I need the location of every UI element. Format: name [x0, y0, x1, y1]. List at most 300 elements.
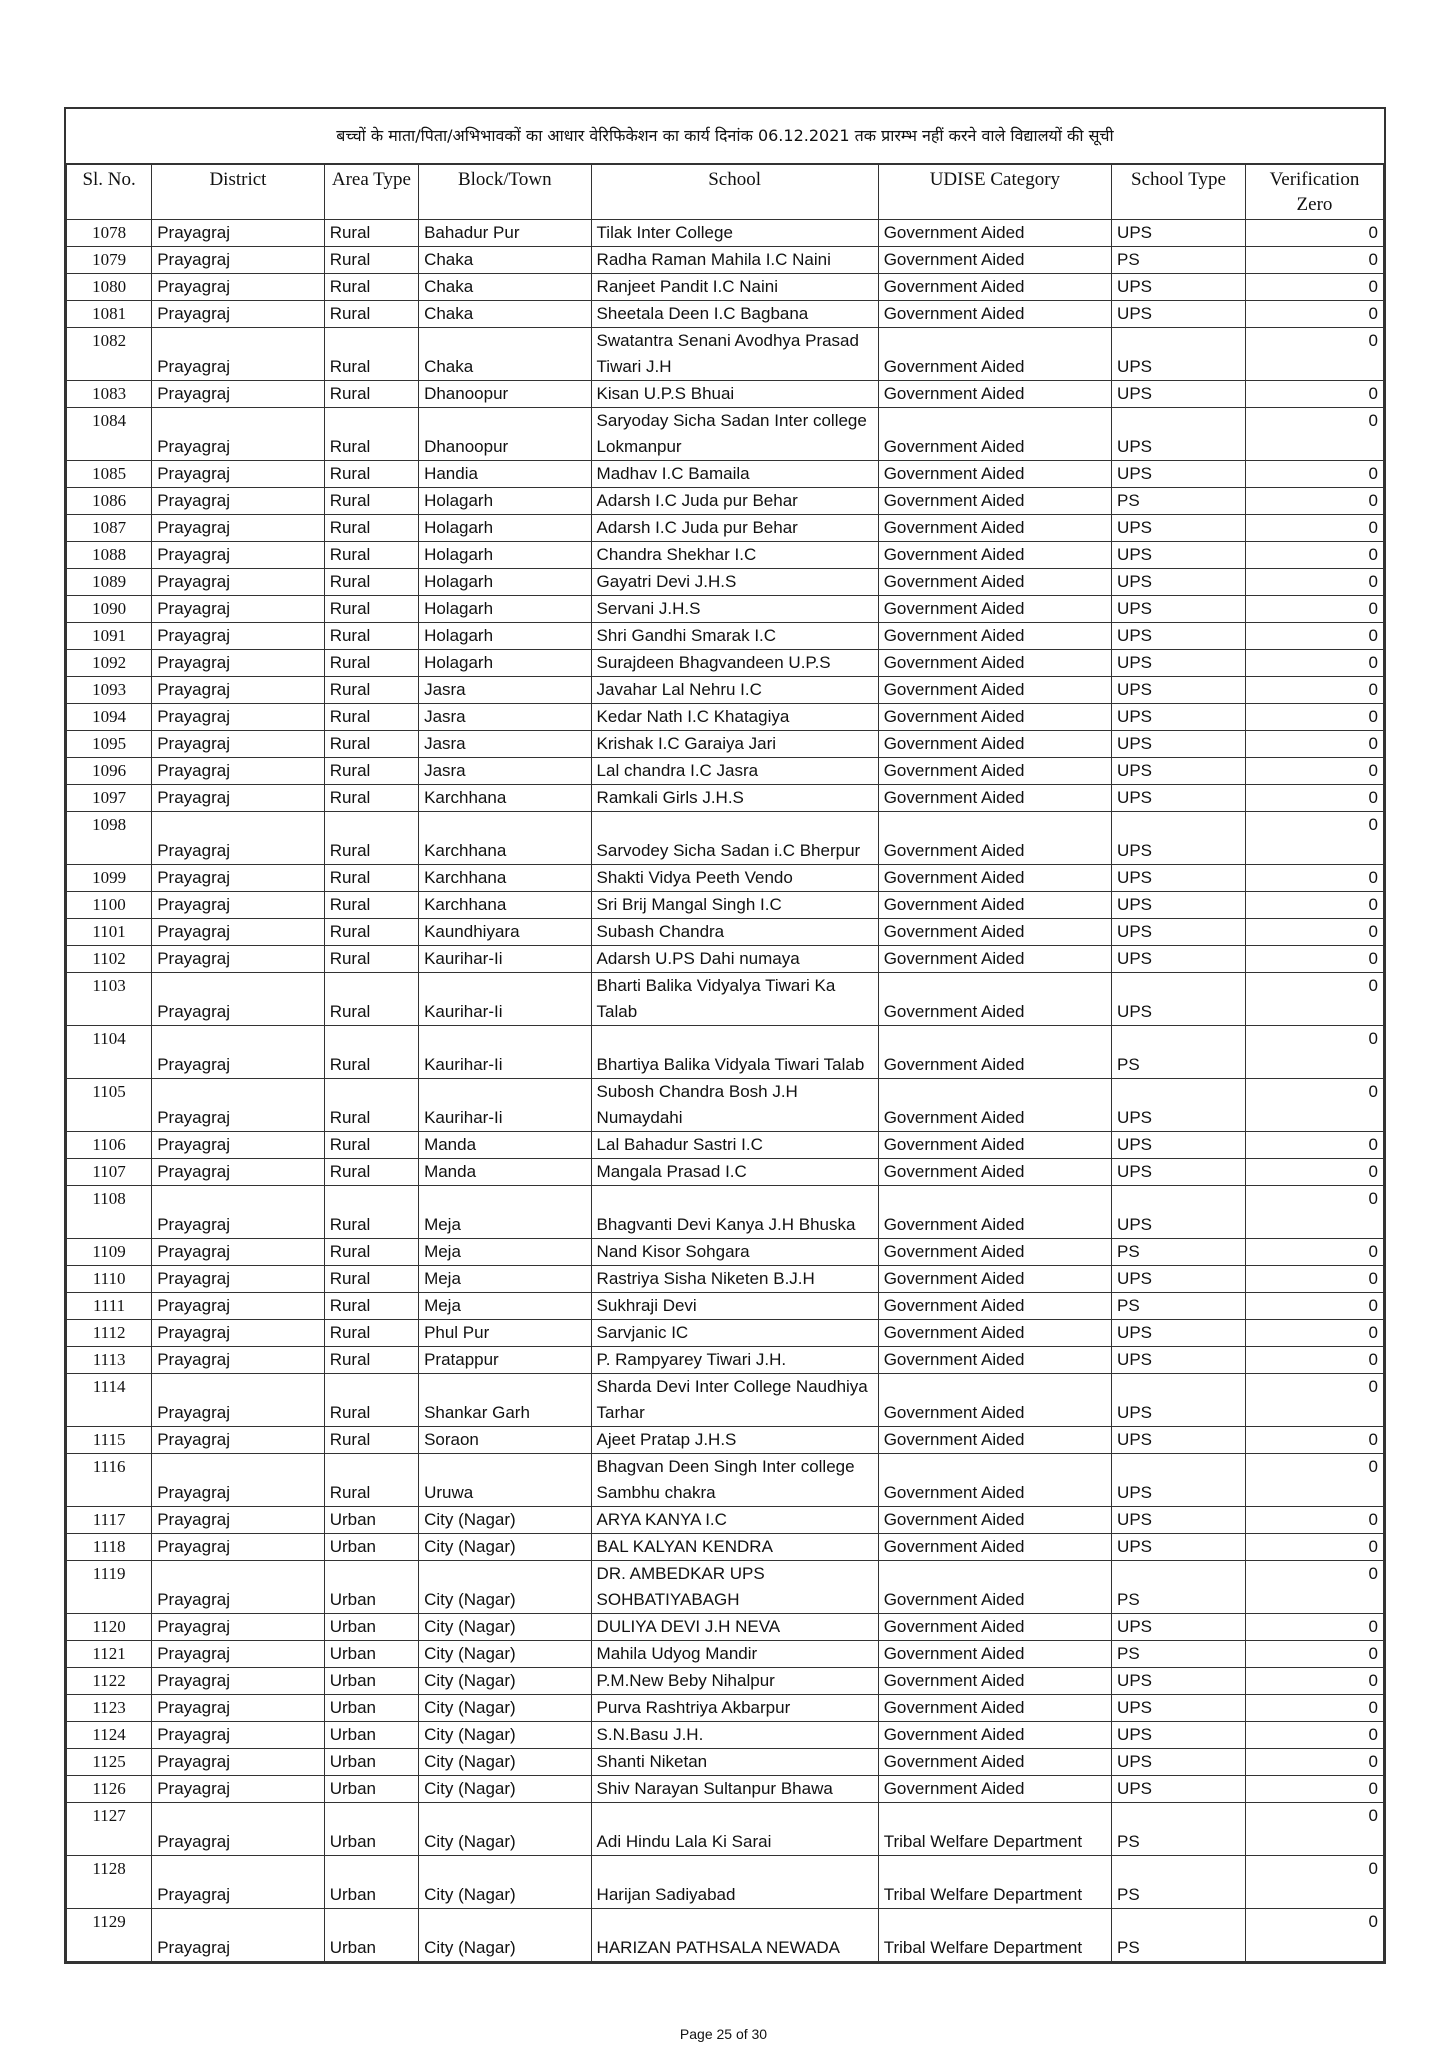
- area-type-cell: Rural: [324, 812, 418, 865]
- block-cell: Chaka: [419, 328, 591, 381]
- area-type-cell: Urban: [324, 1803, 418, 1856]
- school-cell: Adi Hindu Lala Ki Sarai: [591, 1803, 878, 1856]
- table-body: [67, 220, 1384, 1962]
- block-cell: Manda: [419, 1159, 591, 1186]
- school-cell: Mahila Udyog Mandir: [591, 1641, 878, 1668]
- sl-no-cell: 1103: [67, 973, 152, 1026]
- header-block: Block/Town: [419, 165, 591, 220]
- verification-zero-cell: 0: [1245, 812, 1383, 865]
- udise-category-cell: Government Aided: [878, 1561, 1111, 1614]
- district-cell: Prayagraj: [152, 1079, 324, 1132]
- district-cell: Prayagraj: [152, 220, 324, 247]
- district-cell: Prayagraj: [152, 623, 324, 650]
- verification-zero-cell: 0: [1245, 381, 1383, 408]
- verification-zero-cell: 0: [1245, 542, 1383, 569]
- sl-no-cell: 1083: [67, 381, 152, 408]
- udise-category-cell: Government Aided: [878, 1132, 1111, 1159]
- sl-no-cell: 1107: [67, 1159, 152, 1186]
- area-type-cell: Rural: [324, 785, 418, 812]
- school-cell: Tilak Inter College: [591, 220, 878, 247]
- udise-category-cell: Government Aided: [878, 1776, 1111, 1803]
- school-cell: Bhagvan Deen Singh Inter college Sambhu chakra: [591, 1454, 878, 1507]
- school-cell: Adarsh I.C Juda pur Behar: [591, 515, 878, 542]
- block-cell: Kaurihar-Ii: [419, 946, 591, 973]
- verification-zero-cell: 0: [1245, 919, 1383, 946]
- area-type-cell: Rural: [324, 247, 418, 274]
- block-cell: Kaundhiyara: [419, 919, 591, 946]
- district-cell: Prayagraj: [152, 785, 324, 812]
- table-row: [67, 247, 1384, 274]
- area-type-cell: Rural: [324, 515, 418, 542]
- udise-category-cell: Government Aided: [878, 1749, 1111, 1776]
- district-cell: Prayagraj: [152, 704, 324, 731]
- udise-category-cell: Government Aided: [878, 1427, 1111, 1454]
- table-row: [67, 650, 1384, 677]
- udise-category-cell: Government Aided: [878, 865, 1111, 892]
- area-type-cell: Urban: [324, 1909, 418, 1962]
- sl-no-cell: 1127: [67, 1803, 152, 1856]
- block-cell: Chaka: [419, 301, 591, 328]
- table-row: [67, 1803, 1384, 1856]
- school-type-cell: PS: [1112, 1641, 1246, 1668]
- block-cell: Manda: [419, 1132, 591, 1159]
- school-cell: Purva Rashtriya Akbarpur: [591, 1695, 878, 1722]
- block-cell: Uruwa: [419, 1454, 591, 1507]
- school-cell: Adarsh I.C Juda pur Behar: [591, 488, 878, 515]
- udise-category-cell: Government Aided: [878, 1239, 1111, 1266]
- school-cell: Rastriya Sisha Niketen B.J.H: [591, 1266, 878, 1293]
- verification-zero-cell: 0: [1245, 704, 1383, 731]
- sl-no-cell: 1098: [67, 812, 152, 865]
- area-type-cell: Rural: [324, 1186, 418, 1239]
- udise-category-cell: Government Aided: [878, 274, 1111, 301]
- area-type-cell: Rural: [324, 1159, 418, 1186]
- district-cell: Prayagraj: [152, 274, 324, 301]
- school-type-cell: UPS: [1112, 919, 1246, 946]
- table-row: [67, 328, 1384, 381]
- school-cell: Adarsh U.PS Dahi numaya: [591, 946, 878, 973]
- verification-zero-cell: 0: [1245, 1132, 1383, 1159]
- verification-zero-cell: 0: [1245, 758, 1383, 785]
- block-cell: City (Nagar): [419, 1668, 591, 1695]
- udise-category-cell: Government Aided: [878, 785, 1111, 812]
- district-cell: Prayagraj: [152, 1561, 324, 1614]
- district-cell: Prayagraj: [152, 1347, 324, 1374]
- school-cell: Swatantra Senani Avodhya Prasad Tiwari J.H: [591, 328, 878, 381]
- area-type-cell: Rural: [324, 1079, 418, 1132]
- area-type-cell: Rural: [324, 865, 418, 892]
- area-type-cell: Urban: [324, 1722, 418, 1749]
- area-type-cell: Rural: [324, 1132, 418, 1159]
- school-type-cell: UPS: [1112, 1347, 1246, 1374]
- block-cell: Kaurihar-Ii: [419, 1079, 591, 1132]
- page-number: Page 25 of 30: [679, 2026, 768, 2042]
- block-cell: Phul Pur: [419, 1320, 591, 1347]
- verification-zero-cell: 0: [1245, 1293, 1383, 1320]
- sl-no-cell: 1095: [67, 731, 152, 758]
- school-type-cell: UPS: [1112, 623, 1246, 650]
- area-type-cell: Rural: [324, 973, 418, 1026]
- udise-category-cell: Government Aided: [878, 328, 1111, 381]
- verification-zero-cell: 0: [1245, 1695, 1383, 1722]
- district-cell: Prayagraj: [152, 1293, 324, 1320]
- verification-zero-cell: 0: [1245, 1614, 1383, 1641]
- school-cell: Ramkali Girls J.H.S: [591, 785, 878, 812]
- header-row: [67, 165, 1384, 220]
- school-cell: Ranjeet Pandit I.C Naini: [591, 274, 878, 301]
- block-cell: Karchhana: [419, 865, 591, 892]
- table-row: [67, 946, 1384, 973]
- school-type-cell: UPS: [1112, 677, 1246, 704]
- area-type-cell: Rural: [324, 1320, 418, 1347]
- udise-category-cell: Government Aided: [878, 220, 1111, 247]
- verification-zero-cell: 0: [1245, 1722, 1383, 1749]
- verification-zero-cell: 0: [1245, 328, 1383, 381]
- school-cell: Krishak I.C Garaiya Jari: [591, 731, 878, 758]
- sl-no-cell: 1116: [67, 1454, 152, 1507]
- udise-category-cell: Government Aided: [878, 542, 1111, 569]
- school-cell: Sharda Devi Inter College Naudhiya Tarhar: [591, 1374, 878, 1427]
- district-cell: Prayagraj: [152, 892, 324, 919]
- area-type-cell: Rural: [324, 623, 418, 650]
- verification-zero-cell: 0: [1245, 1347, 1383, 1374]
- table-row: [67, 758, 1384, 785]
- table-row: [67, 704, 1384, 731]
- school-type-cell: UPS: [1112, 596, 1246, 623]
- school-type-cell: UPS: [1112, 1454, 1246, 1507]
- table-row: [67, 1722, 1384, 1749]
- district-cell: Prayagraj: [152, 1856, 324, 1909]
- udise-category-cell: Government Aided: [878, 1266, 1111, 1293]
- school-cell: P.M.New Beby Nihalpur: [591, 1668, 878, 1695]
- area-type-cell: Rural: [324, 488, 418, 515]
- table-row: [67, 1239, 1384, 1266]
- sl-no-cell: 1084: [67, 408, 152, 461]
- table-row: [67, 973, 1384, 1026]
- district-cell: Prayagraj: [152, 542, 324, 569]
- sl-no-cell: 1080: [67, 274, 152, 301]
- udise-category-cell: Government Aided: [878, 677, 1111, 704]
- school-type-cell: UPS: [1112, 1722, 1246, 1749]
- verification-zero-cell: 0: [1245, 220, 1383, 247]
- school-cell: Gayatri Devi J.H.S: [591, 569, 878, 596]
- district-cell: Prayagraj: [152, 1668, 324, 1695]
- block-cell: Holagarh: [419, 542, 591, 569]
- sl-no-cell: 1091: [67, 623, 152, 650]
- school-type-cell: UPS: [1112, 1695, 1246, 1722]
- udise-category-cell: Government Aided: [878, 1347, 1111, 1374]
- area-type-cell: Urban: [324, 1776, 418, 1803]
- udise-category-cell: Tribal Welfare Department: [878, 1909, 1111, 1962]
- school-type-cell: PS: [1112, 1293, 1246, 1320]
- udise-category-cell: Government Aided: [878, 1668, 1111, 1695]
- area-type-cell: Rural: [324, 569, 418, 596]
- verification-zero-cell: 0: [1245, 569, 1383, 596]
- table-row: [67, 1856, 1384, 1909]
- block-cell: Meja: [419, 1293, 591, 1320]
- udise-category-cell: Government Aided: [878, 650, 1111, 677]
- school-type-cell: UPS: [1112, 704, 1246, 731]
- block-cell: Holagarh: [419, 596, 591, 623]
- school-type-cell: PS: [1112, 1909, 1246, 1962]
- block-cell: Jasra: [419, 704, 591, 731]
- school-type-cell: PS: [1112, 1561, 1246, 1614]
- school-type-cell: UPS: [1112, 1507, 1246, 1534]
- school-type-cell: UPS: [1112, 1266, 1246, 1293]
- sl-no-cell: 1109: [67, 1239, 152, 1266]
- block-cell: Chaka: [419, 247, 591, 274]
- area-type-cell: Rural: [324, 301, 418, 328]
- area-type-cell: Rural: [324, 758, 418, 785]
- school-cell: Subash Chandra: [591, 919, 878, 946]
- district-cell: Prayagraj: [152, 812, 324, 865]
- school-type-cell: UPS: [1112, 461, 1246, 488]
- udise-category-cell: Government Aided: [878, 623, 1111, 650]
- sl-no-cell: 1105: [67, 1079, 152, 1132]
- school-type-cell: UPS: [1112, 569, 1246, 596]
- block-cell: City (Nagar): [419, 1641, 591, 1668]
- school-cell: Radha Raman Mahila I.C Naini: [591, 247, 878, 274]
- sl-no-cell: 1100: [67, 892, 152, 919]
- area-type-cell: Rural: [324, 919, 418, 946]
- verification-zero-cell: 0: [1245, 1320, 1383, 1347]
- block-cell: City (Nagar): [419, 1561, 591, 1614]
- district-cell: Prayagraj: [152, 731, 324, 758]
- sl-no-cell: 1119: [67, 1561, 152, 1614]
- district-cell: Prayagraj: [152, 1026, 324, 1079]
- document-sheet: [64, 107, 1386, 1964]
- school-cell: Madhav I.C Bamaila: [591, 461, 878, 488]
- sl-no-cell: 1125: [67, 1749, 152, 1776]
- school-cell: DULIYA DEVI J.H NEVA: [591, 1614, 878, 1641]
- header-udise-category: UDISE Category: [878, 165, 1111, 220]
- sl-no-cell: 1106: [67, 1132, 152, 1159]
- school-type-cell: UPS: [1112, 785, 1246, 812]
- sl-no-cell: 1079: [67, 247, 152, 274]
- area-type-cell: Rural: [324, 677, 418, 704]
- school-cell: Shiv Narayan Sultanpur Bhawa: [591, 1776, 878, 1803]
- school-cell: Sukhraji Devi: [591, 1293, 878, 1320]
- district-cell: Prayagraj: [152, 946, 324, 973]
- udise-category-cell: Government Aided: [878, 596, 1111, 623]
- school-cell: Kisan U.P.S Bhuai: [591, 381, 878, 408]
- block-cell: City (Nagar): [419, 1695, 591, 1722]
- udise-category-cell: Government Aided: [878, 892, 1111, 919]
- area-type-cell: Rural: [324, 731, 418, 758]
- area-type-cell: Urban: [324, 1695, 418, 1722]
- table-row: [67, 515, 1384, 542]
- verification-zero-cell: 0: [1245, 1776, 1383, 1803]
- sl-no-cell: 1120: [67, 1614, 152, 1641]
- table-row: [67, 1427, 1384, 1454]
- udise-category-cell: Government Aided: [878, 812, 1111, 865]
- header-area-type: Area Type: [324, 165, 418, 220]
- sl-no-cell: 1114: [67, 1374, 152, 1427]
- district-cell: Prayagraj: [152, 1695, 324, 1722]
- school-type-cell: UPS: [1112, 1668, 1246, 1695]
- school-cell: Servani J.H.S: [591, 596, 878, 623]
- area-type-cell: Rural: [324, 946, 418, 973]
- verification-zero-cell: 0: [1245, 892, 1383, 919]
- verification-zero-cell: 0: [1245, 973, 1383, 1026]
- udise-category-cell: Government Aided: [878, 919, 1111, 946]
- udise-category-cell: Government Aided: [878, 1079, 1111, 1132]
- area-type-cell: Urban: [324, 1507, 418, 1534]
- document-title: बच्चों के माता/पिता/अभिभावकों का आधार वेरिफिकेशन का कार्य दिनांक 06.12.2021 तक प्रारम्भ नहीं करने वाले विद्यालयों की सूची: [66, 109, 1384, 164]
- school-type-cell: UPS: [1112, 1159, 1246, 1186]
- table-row: [67, 569, 1384, 596]
- table-row: [67, 1641, 1384, 1668]
- school-type-cell: UPS: [1112, 892, 1246, 919]
- udise-category-cell: Government Aided: [878, 1159, 1111, 1186]
- verification-zero-cell: 0: [1245, 408, 1383, 461]
- sl-no-cell: 1097: [67, 785, 152, 812]
- block-cell: Handia: [419, 461, 591, 488]
- district-cell: Prayagraj: [152, 515, 324, 542]
- schools-table: [66, 164, 1384, 1962]
- block-cell: City (Nagar): [419, 1909, 591, 1962]
- verification-zero-cell: 0: [1245, 247, 1383, 274]
- udise-category-cell: Government Aided: [878, 1374, 1111, 1427]
- district-cell: Prayagraj: [152, 1776, 324, 1803]
- sl-no-cell: 1124: [67, 1722, 152, 1749]
- school-type-cell: UPS: [1112, 1749, 1246, 1776]
- sl-no-cell: 1085: [67, 461, 152, 488]
- table-row: [67, 1507, 1384, 1534]
- table-row: [67, 623, 1384, 650]
- verification-zero-cell: 0: [1245, 623, 1383, 650]
- verification-zero-cell: 0: [1245, 1749, 1383, 1776]
- udise-category-cell: Government Aided: [878, 704, 1111, 731]
- school-type-cell: UPS: [1112, 1427, 1246, 1454]
- udise-category-cell: Government Aided: [878, 569, 1111, 596]
- area-type-cell: Urban: [324, 1749, 418, 1776]
- udise-category-cell: Government Aided: [878, 973, 1111, 1026]
- block-cell: Bahadur Pur: [419, 220, 591, 247]
- verification-zero-cell: 0: [1245, 731, 1383, 758]
- block-cell: Pratappur: [419, 1347, 591, 1374]
- udise-category-cell: Government Aided: [878, 1641, 1111, 1668]
- table-row: [67, 812, 1384, 865]
- verification-zero-cell: 0: [1245, 301, 1383, 328]
- school-cell: Lal chandra I.C Jasra: [591, 758, 878, 785]
- sl-no-cell: 1102: [67, 946, 152, 973]
- area-type-cell: Rural: [324, 1374, 418, 1427]
- sl-no-cell: 1096: [67, 758, 152, 785]
- area-type-cell: Urban: [324, 1668, 418, 1695]
- area-type-cell: Rural: [324, 328, 418, 381]
- school-type-cell: UPS: [1112, 865, 1246, 892]
- block-cell: City (Nagar): [419, 1749, 591, 1776]
- school-type-cell: UPS: [1112, 515, 1246, 542]
- school-type-cell: UPS: [1112, 650, 1246, 677]
- table-row: [67, 1293, 1384, 1320]
- sl-no-cell: 1112: [67, 1320, 152, 1347]
- verification-zero-cell: 0: [1245, 1266, 1383, 1293]
- table-row: [67, 1668, 1384, 1695]
- udise-category-cell: Government Aided: [878, 1186, 1111, 1239]
- school-type-cell: UPS: [1112, 946, 1246, 973]
- district-cell: Prayagraj: [152, 1132, 324, 1159]
- table-row: [67, 1909, 1384, 1962]
- block-cell: City (Nagar): [419, 1507, 591, 1534]
- udise-category-cell: Government Aided: [878, 1507, 1111, 1534]
- school-type-cell: UPS: [1112, 1132, 1246, 1159]
- udise-category-cell: Government Aided: [878, 1026, 1111, 1079]
- verification-zero-cell: 0: [1245, 1803, 1383, 1856]
- school-type-cell: UPS: [1112, 274, 1246, 301]
- district-cell: Prayagraj: [152, 328, 324, 381]
- udise-category-cell: Government Aided: [878, 1695, 1111, 1722]
- area-type-cell: Rural: [324, 892, 418, 919]
- table-row: [67, 1534, 1384, 1561]
- header-school: School: [591, 165, 878, 220]
- block-cell: Karchhana: [419, 785, 591, 812]
- district-cell: Prayagraj: [152, 1454, 324, 1507]
- district-cell: Prayagraj: [152, 973, 324, 1026]
- district-cell: Prayagraj: [152, 1803, 324, 1856]
- school-type-cell: UPS: [1112, 973, 1246, 1026]
- school-cell: Nand Kisor Sohgara: [591, 1239, 878, 1266]
- verification-zero-cell: 0: [1245, 1079, 1383, 1132]
- sl-no-cell: 1126: [67, 1776, 152, 1803]
- area-type-cell: Urban: [324, 1561, 418, 1614]
- school-cell: Mangala Prasad I.C: [591, 1159, 878, 1186]
- verification-zero-cell: 0: [1245, 1186, 1383, 1239]
- school-type-cell: UPS: [1112, 1079, 1246, 1132]
- school-type-cell: PS: [1112, 247, 1246, 274]
- block-cell: Holagarh: [419, 569, 591, 596]
- school-type-cell: UPS: [1112, 1534, 1246, 1561]
- school-type-cell: PS: [1112, 1239, 1246, 1266]
- udise-category-cell: Government Aided: [878, 758, 1111, 785]
- district-cell: Prayagraj: [152, 381, 324, 408]
- verification-zero-cell: 0: [1245, 1641, 1383, 1668]
- udise-category-cell: Government Aided: [878, 488, 1111, 515]
- area-type-cell: Rural: [324, 274, 418, 301]
- udise-category-cell: Government Aided: [878, 1722, 1111, 1749]
- sl-no-cell: 1090: [67, 596, 152, 623]
- district-cell: Prayagraj: [152, 677, 324, 704]
- block-cell: City (Nagar): [419, 1614, 591, 1641]
- school-type-cell: UPS: [1112, 220, 1246, 247]
- sl-no-cell: 1087: [67, 515, 152, 542]
- table-row: [67, 1374, 1384, 1427]
- header-district: District: [152, 165, 324, 220]
- school-cell: Chandra Shekhar I.C: [591, 542, 878, 569]
- table-row: [67, 488, 1384, 515]
- table-row: [67, 785, 1384, 812]
- school-cell: Bhartiya Balika Vidyala Tiwari Talab: [591, 1026, 878, 1079]
- table-row: [67, 1749, 1384, 1776]
- school-type-cell: UPS: [1112, 758, 1246, 785]
- district-cell: Prayagraj: [152, 1749, 324, 1776]
- udise-category-cell: Government Aided: [878, 381, 1111, 408]
- sl-no-cell: 1128: [67, 1856, 152, 1909]
- district-cell: Prayagraj: [152, 758, 324, 785]
- block-cell: Karchhana: [419, 812, 591, 865]
- udise-category-cell: Government Aided: [878, 1614, 1111, 1641]
- district-cell: Prayagraj: [152, 1614, 324, 1641]
- sl-no-cell: 1088: [67, 542, 152, 569]
- table-row: [67, 731, 1384, 758]
- verification-zero-cell: 0: [1245, 274, 1383, 301]
- district-cell: Prayagraj: [152, 301, 324, 328]
- school-type-cell: UPS: [1112, 1320, 1246, 1347]
- school-cell: Saryoday Sicha Sadan Inter college Lokmanpur: [591, 408, 878, 461]
- school-cell: Ajeet Pratap J.H.S: [591, 1427, 878, 1454]
- udise-category-cell: Government Aided: [878, 515, 1111, 542]
